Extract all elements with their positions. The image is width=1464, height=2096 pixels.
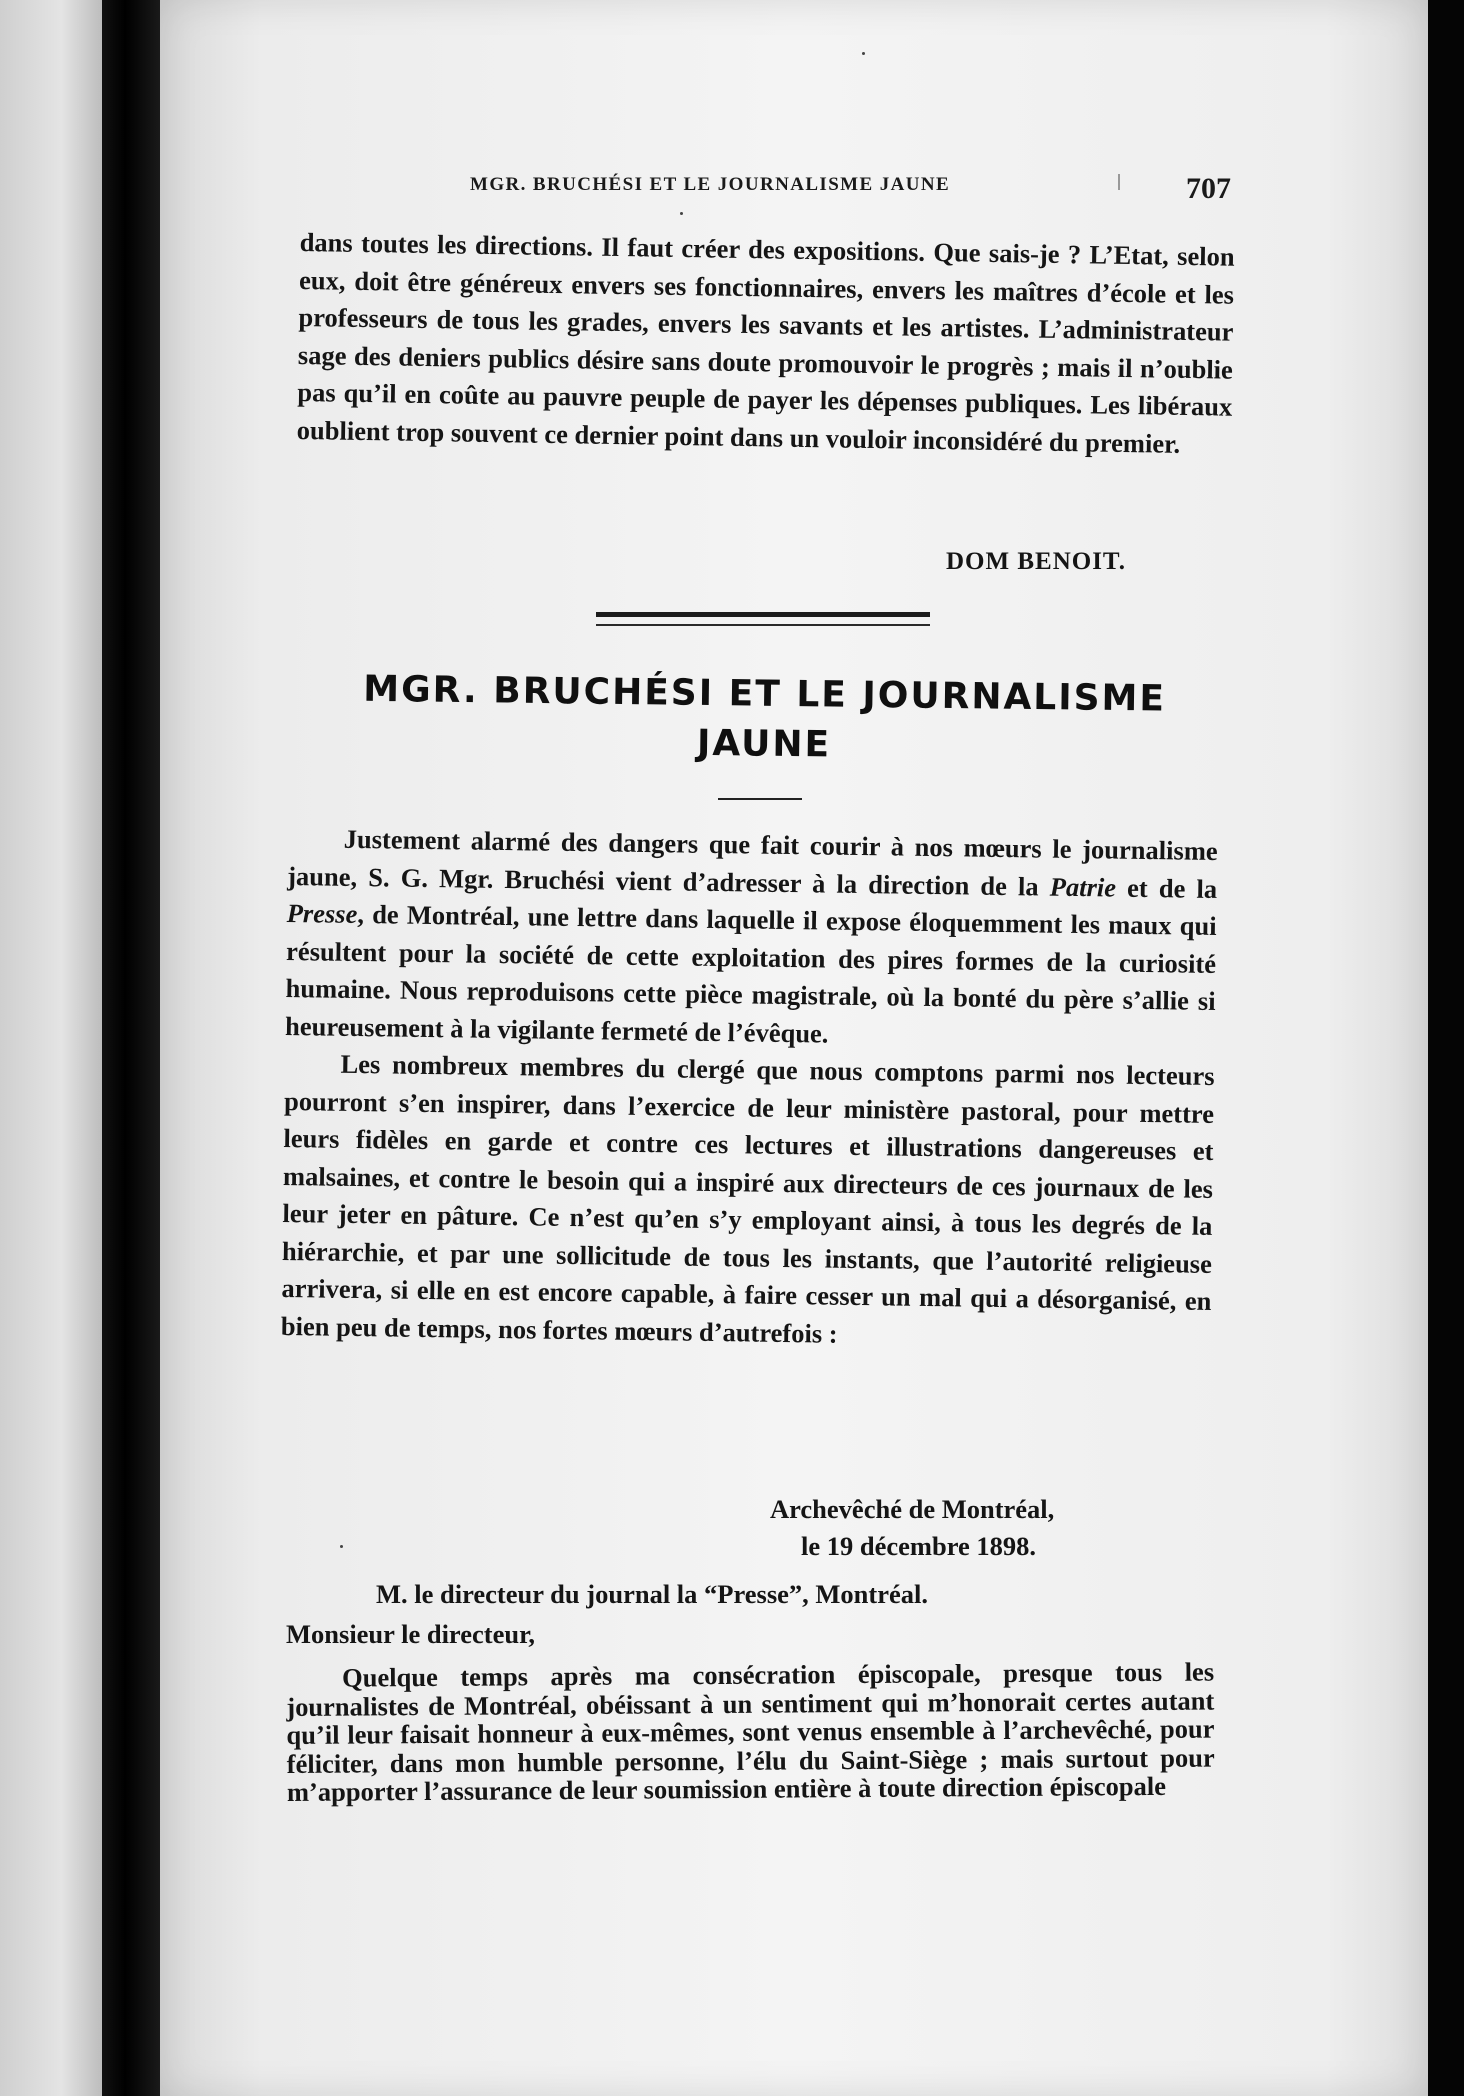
letter-dateline-place: Archevêché de Montréal, <box>770 1494 1055 1524</box>
intro-text: , de Montréal, une lettre dans laquelle il expose éloquemment les maux qui résultent pour la société de cette exploitation des pires formes de la curiosité humaine. Nous reproduisons cette pièce magistrale, où la bonté du père s’allie si heureusement à la vigilante fermeté de l’évêque. <box>284 898 1217 1049</box>
letter-paragraph: Quelque temps après ma consécration épiscopale, presque tous les journalistes de Montréal, obéissant à un sentiment qui m’honorait certes autant qu’il leur faisait honneur à eux-mêmes, sont venus ensemble à l’archevêché, pour féliciter, dans mon humble personne, l’élu du Saint-Siège ; mais surtout pour m’apporter l’assurance de leur soumission entière à toute direction épiscopale <box>286 1656 1215 1807</box>
intro-text: et de la <box>1115 872 1218 904</box>
previous-article-ending <box>296 224 1234 464</box>
page-number: 707 <box>1186 172 1231 205</box>
letter-dateline-date: le 19 décembre 1898. <box>801 1531 1037 1561</box>
section-divider <box>596 612 930 617</box>
article-title-line-1: MGR. BRUCHÉSI ET LE JOURNALISME <box>363 668 1167 720</box>
previous-page-edge <box>0 0 102 2096</box>
letter-body <box>286 1658 1215 1807</box>
newspaper-name: Presse <box>286 897 358 929</box>
intro-paragraph-1 <box>285 820 1218 1058</box>
article-title <box>299 664 1230 775</box>
intro-paragraph-2: Les nombreux membres du clergé que nous comptons parmi nos lecteurs pourront s’en inspirer, dans l’exercice de leur ministère pastoral, pour mettre leurs fidèles en garde et contre ces lectures et illustrations dangereuses et malsaines, et contre le besoin qui a inspiré aux directeurs de ces journaux de les leur jeter en pâture. Ce n’est qu’en s’y employant ainsi, à tous les degrés de la hiérarchie, et par une sollicitude de tous les instants, que l’autorité religieuse arrivera, si elle en est encore capable, à faire cesser un mal qui a désorganisé, en bien peu de temps, nos fortes mœurs d’autrefois : <box>280 1048 1215 1349</box>
author-signature: DOM BENOIT. <box>946 548 1126 575</box>
scan-border <box>1428 0 1464 2096</box>
letter-addressee: M. le directeur du journal la “Presse”, Montréal. <box>376 1579 928 1609</box>
book-gutter <box>102 0 160 2096</box>
letter-salutation: Monsieur le directeur, <box>286 1619 536 1649</box>
running-head: MGR. BRUCHÉSI ET LE JOURNALISME JAUNE <box>470 174 951 195</box>
article-title-line-2: JAUNE <box>696 722 832 766</box>
article-introduction <box>281 820 1218 1358</box>
intro-text: Justement alarmé des dangers que fait courir à nos mœurs le journalisme jaune, S. G. Mgr. Bruchési vient d’adresser à la direction de la <box>287 823 1218 902</box>
previous-article-paragraph: dans toutes les directions. Il faut créer des expositions. Que sais-je ? L’Etat, selon eux, doit être généreux envers ses fonctionnaires, envers les maîtres d’école et les professeurs de tous les grades, envers les savants et les artistes. L’administrateur sage des deniers publics désire sans doute promouvoir le progrès ; mais il n’oublie pas qu’il en coûte au pauvre peuple de payer les dépenses publiques. Les libéraux oublient trop souvent ce dernier point dans un vouloir inconsidéré du premier. <box>296 226 1235 459</box>
scan-speck <box>862 52 865 55</box>
section-divider-thin <box>596 624 930 626</box>
newspaper-name: Patrie <box>1049 871 1117 903</box>
title-underline <box>718 798 802 800</box>
scan-mark <box>1118 174 1120 190</box>
scan-speck <box>340 1545 343 1548</box>
scan-speck <box>680 212 683 215</box>
